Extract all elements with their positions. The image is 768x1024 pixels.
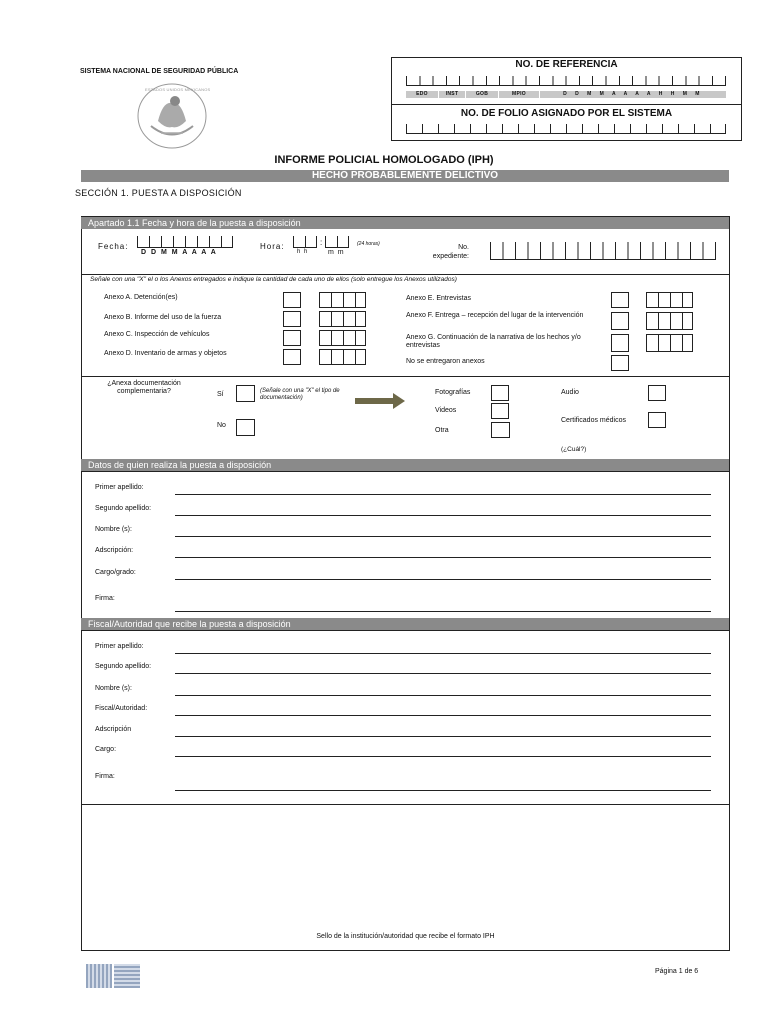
anexo-d-qty[interactable] bbox=[319, 349, 366, 365]
expediente-label: No. expediente: bbox=[432, 244, 469, 260]
realiza-primer-apellido-label: Primer apellido: bbox=[95, 484, 144, 491]
anexo-a-label: Anexo A. Detención(es) bbox=[104, 294, 178, 301]
reference-number-input[interactable] bbox=[406, 76, 726, 86]
national-seal-icon bbox=[133, 81, 211, 151]
main-frame bbox=[81, 216, 730, 951]
folio-number-input[interactable] bbox=[406, 124, 726, 134]
doc-otra-check[interactable] bbox=[491, 422, 510, 438]
realiza-segundo-apellido-line[interactable] bbox=[175, 515, 711, 516]
doc-no-label: No bbox=[217, 422, 226, 429]
recibe-fiscal-label: Fiscal/Autoridad: bbox=[95, 705, 148, 712]
realiza-firma-label: Firma: bbox=[95, 595, 115, 602]
ref-divider bbox=[391, 104, 742, 105]
anexo-d-check[interactable] bbox=[283, 349, 301, 365]
expediente-input[interactable] bbox=[490, 242, 716, 260]
recibe-cargo-label: Cargo: bbox=[95, 746, 117, 753]
realiza-nombre-label: Nombre (s): bbox=[95, 526, 132, 533]
realiza-segundo-apellido-label: Segundo apellido: bbox=[95, 505, 152, 512]
hora-mm-format: m m bbox=[328, 249, 345, 256]
anexo-d-label: Anexo D. Inventario de armas y objetos bbox=[104, 350, 227, 357]
doc-videos-check[interactable] bbox=[491, 403, 509, 419]
realiza-adscripcion-line[interactable] bbox=[175, 557, 711, 558]
anexo-f-label: Anexo F. Entrega – recepción del lugar de la intervención bbox=[406, 312, 584, 319]
anexo-e-qty[interactable] bbox=[646, 292, 693, 308]
recibe-primer-apellido-label: Primer apellido: bbox=[95, 643, 144, 650]
anexo-g-qty[interactable] bbox=[646, 334, 693, 352]
anexo-b-check[interactable] bbox=[283, 311, 301, 327]
realiza-firma-line[interactable] bbox=[175, 611, 711, 612]
anexo-b-qty[interactable] bbox=[319, 311, 366, 327]
org-name: SISTEMA NACIONAL DE SEGURIDAD PÚBLICA bbox=[80, 68, 239, 75]
folio-title: NO. DE FOLIO ASIGNADO POR EL SISTEMA bbox=[460, 108, 673, 119]
hora-hh-format: h h bbox=[297, 249, 309, 255]
section-title: SECCIÓN 1. PUESTA A DISPOSICIÓN bbox=[75, 188, 242, 198]
no-anexos-check[interactable] bbox=[611, 355, 629, 371]
arrow-right-icon bbox=[355, 393, 405, 414]
doc-cual-label: (¿Cuál?) bbox=[561, 446, 587, 453]
doc-videos-label: Videos bbox=[435, 407, 457, 414]
doc-note: (Señale con una "X" el tipo de documentación) bbox=[260, 388, 340, 401]
ref-title: NO. DE REFERENCIA bbox=[515, 59, 618, 70]
form-subtitle: HECHO PROBABLEMENTE DELICTIVO bbox=[81, 170, 729, 182]
recibe-segundo-apellido-line[interactable] bbox=[175, 673, 711, 674]
doc-fotografias-label: Fotografías bbox=[435, 389, 471, 396]
anexo-c-check[interactable] bbox=[283, 330, 301, 346]
doc-otra-label: Otra bbox=[435, 427, 449, 434]
page-number: Página 1 de 6 bbox=[655, 968, 699, 975]
doc-certificados-label: Certificados médicos bbox=[561, 417, 626, 424]
anexo-c-qty[interactable] bbox=[319, 330, 366, 346]
apartado-header: Apartado 1.1 Fecha y hora de la puesta a disposición bbox=[81, 217, 729, 229]
divider-anexos bbox=[81, 274, 730, 275]
anexo-g-label: Anexo G. Continuación de la narrativa de los hechos y/o entrevistas bbox=[406, 334, 581, 349]
hora-colon: : bbox=[320, 238, 323, 247]
doc-si-label: Sí bbox=[217, 391, 224, 398]
anexo-f-check[interactable] bbox=[611, 312, 629, 330]
anexo-f-qty[interactable] bbox=[646, 312, 693, 330]
doc-fotografias-check[interactable] bbox=[491, 385, 509, 401]
recibe-firma-label: Firma: bbox=[95, 773, 115, 780]
doc-audio-check[interactable] bbox=[648, 385, 666, 401]
seal-text: ESTADOS UNIDOS MEXICANOS bbox=[145, 87, 211, 92]
sello-label: Sello de la institución/autoridad que recibe el formato IPH bbox=[316, 933, 495, 940]
anexos-instruction: Señale con una "X" el o los Anexos entregados e indique la cantidad de cada uno de ellos (solo entregue los Anexos utilizados) bbox=[90, 276, 457, 283]
recibe-fiscal-line[interactable] bbox=[175, 715, 711, 716]
doc-question: ¿Anexa documentación complementaria? bbox=[107, 380, 181, 395]
recibe-header-bottom bbox=[81, 630, 730, 631]
realiza-cargo-label: Cargo/grado: bbox=[95, 569, 136, 576]
ref-code-gob: GOB bbox=[466, 91, 498, 98]
doc-audio-label: Audio bbox=[561, 389, 579, 396]
realiza-nombre-line[interactable] bbox=[175, 536, 711, 537]
anexo-a-check[interactable] bbox=[283, 292, 301, 308]
anexo-b-label: Anexo B. Informe del uso de la fuerza bbox=[104, 314, 222, 321]
sello-divider bbox=[81, 804, 730, 805]
realiza-primer-apellido-line[interactable] bbox=[175, 494, 711, 495]
doc-no-check[interactable] bbox=[236, 419, 255, 436]
recibe-header: Fiscal/Autoridad que recibe la puesta a disposición bbox=[81, 618, 729, 630]
no-anexos-label: No se entregaron anexos bbox=[406, 358, 485, 365]
recibe-nombre-line[interactable] bbox=[175, 695, 711, 696]
divider-doc bbox=[81, 376, 730, 377]
realiza-header-bottom bbox=[81, 471, 730, 472]
realiza-adscripcion-label: Adscripción: bbox=[95, 547, 134, 554]
recibe-cargo-line[interactable] bbox=[175, 756, 711, 757]
anexo-a-qty[interactable] bbox=[319, 292, 366, 308]
ref-code-datetime: D D M M A A A A H H M M bbox=[540, 91, 726, 98]
fecha-label: Fecha: bbox=[98, 242, 129, 251]
hora-hh-input[interactable] bbox=[293, 236, 317, 248]
hora-mm-input[interactable] bbox=[325, 236, 349, 248]
realiza-cargo-line[interactable] bbox=[175, 579, 711, 580]
recibe-segundo-apellido-label: Segundo apellido: bbox=[95, 663, 152, 670]
recibe-adscripcion-line[interactable] bbox=[175, 736, 711, 737]
anexo-e-label: Anexo E. Entrevistas bbox=[406, 295, 471, 302]
qr-code-icon bbox=[86, 964, 112, 988]
ref-code-inst: INST bbox=[439, 91, 465, 98]
fecha-format: D D M M A A A A bbox=[141, 249, 218, 256]
doc-si-check[interactable] bbox=[236, 385, 255, 402]
recibe-primer-apellido-line[interactable] bbox=[175, 653, 711, 654]
hora-note: (24 horas) bbox=[357, 241, 380, 247]
realiza-header: Datos de quien realiza la puesta a disposición bbox=[81, 459, 729, 471]
hora-label: Hora: bbox=[260, 242, 285, 251]
recibe-adscripcion-label: Adscripción bbox=[95, 726, 132, 733]
fecha-input[interactable] bbox=[137, 236, 233, 248]
doc-certificados-check[interactable] bbox=[648, 412, 666, 428]
recibe-firma-line[interactable] bbox=[175, 790, 711, 791]
anexo-c-label: Anexo C. Inspección de vehículos bbox=[104, 331, 210, 338]
anexo-g-check[interactable] bbox=[611, 334, 629, 352]
recibe-nombre-label: Nombre (s): bbox=[95, 685, 132, 692]
form-title: INFORME POLICIAL HOMOLOGADO (IPH) bbox=[274, 154, 494, 166]
ref-code-mpio: MPIO bbox=[499, 91, 539, 98]
anexo-e-check[interactable] bbox=[611, 292, 629, 308]
qr-code-icon-2 bbox=[114, 964, 140, 988]
ref-code-edo: EDO bbox=[406, 91, 438, 98]
